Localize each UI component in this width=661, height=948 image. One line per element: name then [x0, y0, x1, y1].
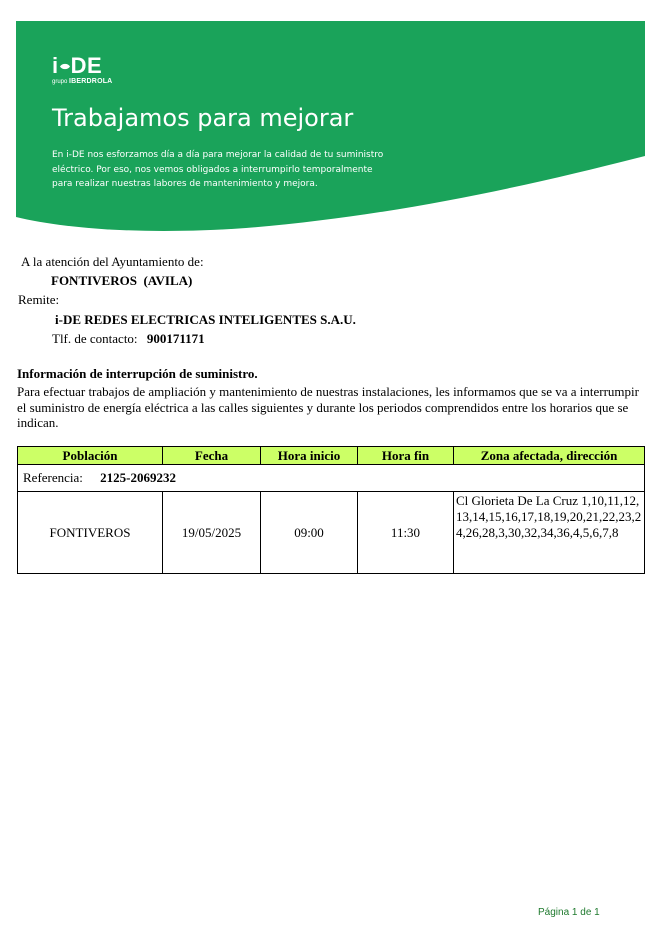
banner-text-line: eléctrico. Por eso, nos vemos obligados a interrumpirlo temporalmente [52, 164, 373, 175]
banner-title: Trabajamos para mejorar [52, 104, 354, 132]
cell-poblacion: FONTIVEROS [18, 492, 163, 574]
ide-logo [52, 55, 112, 86]
cell-hora-inicio: 09:00 [261, 492, 358, 574]
contact-phone-number: 900171171 [146, 331, 205, 346]
header-hora-inicio: Hora inicio [261, 447, 358, 465]
header-fecha: Fecha [163, 447, 261, 465]
banner-text-line: para realizar nuestras labores de mantenimiento y mejora. [52, 179, 318, 189]
attention-label: A la atención del Ayuntamiento de: [21, 254, 204, 269]
reference-row [18, 465, 645, 492]
reference-label: Referencia: [23, 470, 83, 485]
contact-phone-line [52, 331, 205, 347]
header-zona: Zona afectada, dirección [454, 447, 645, 465]
sender-label: Remite: [18, 292, 60, 307]
header-hora-fin: Hora fin [358, 447, 454, 465]
contact-phone-label: Tlf. de contacto: [52, 331, 138, 346]
info-text: Para efectuar trabajos de ampliación y mantenimiento de nuestras instalaciones, les informamos que se va a interrumpir el suministro de energía eléctrica a las calles siguientes y durante los periodos comprendidos entre los horarios que se indican. [17, 384, 639, 430]
cell-fecha: 19/05/2025 [163, 492, 261, 574]
info-heading: Información de interrupción de suministro. [17, 366, 258, 381]
municipality-name: FONTIVEROS (AVILA) [51, 273, 193, 288]
logo-group-prefix: grupo [52, 79, 68, 85]
header-poblacion: Población [18, 447, 163, 465]
logo-group-brand: IBERDROLA [69, 78, 113, 85]
reference-value: 2125-2069232 [100, 470, 176, 485]
logo-letters-de: DE [70, 53, 103, 78]
cell-zona: Cl Glorieta De La Cruz 1,10,11,12,13,14,15,16,17,18,19,20,21,22,23,24,26,28,3,30,32,34,36,4,5,6,7,8 [454, 492, 645, 574]
sender-company: i-DE REDES ELECTRICAS INTELIGENTES S.A.U. [55, 312, 356, 327]
logo-group-label [52, 78, 112, 86]
page-number: Página 1 de 1 [538, 907, 600, 918]
banner-text-line: En i-DE nos esforzamos día a día para mejorar la calidad de tu suministro [52, 150, 384, 160]
banner-text [52, 148, 412, 192]
header-banner [16, 21, 645, 233]
reference-cell [18, 465, 645, 492]
logo-letter-i: i [52, 53, 59, 78]
cell-hora-fin: 11:30 [358, 492, 454, 574]
leaf-icon [60, 63, 70, 70]
interruption-table [17, 446, 645, 574]
table-row [18, 492, 645, 574]
table-header-row [18, 447, 645, 465]
